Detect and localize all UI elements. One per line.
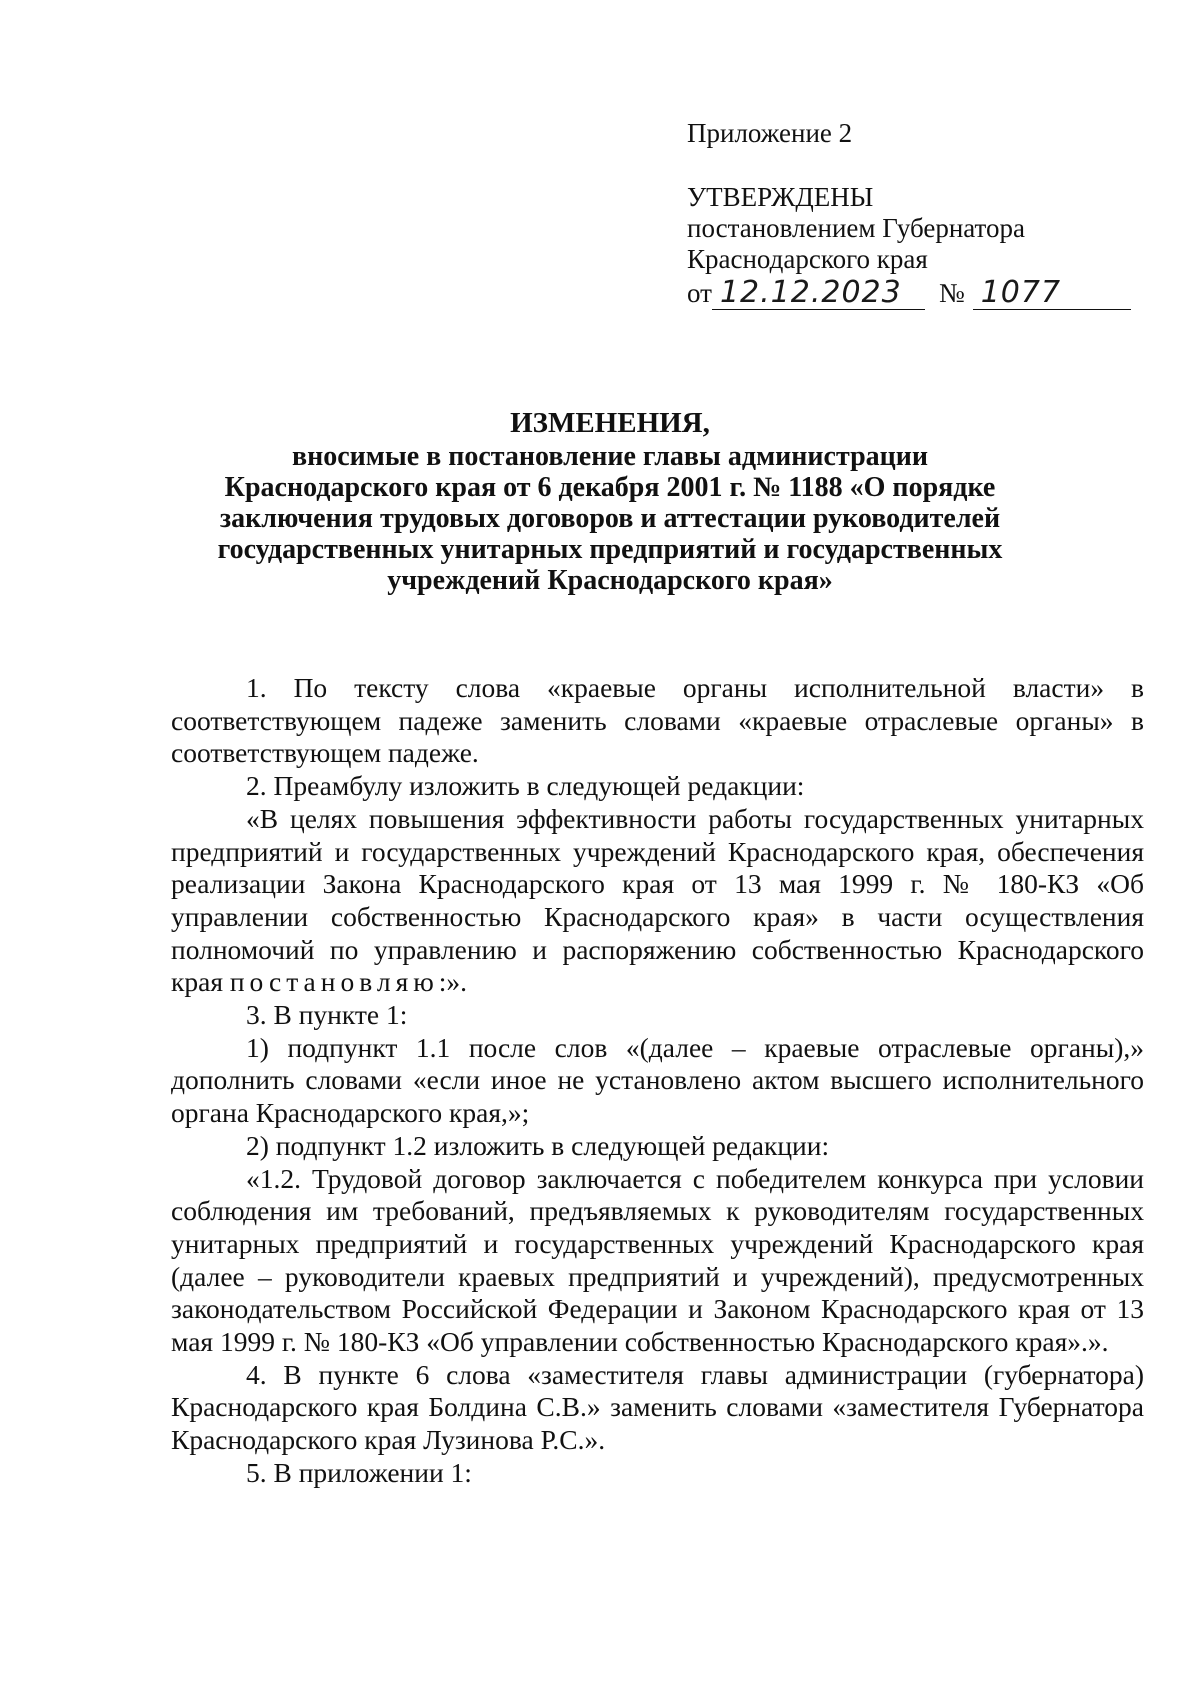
preamble-end: :». (438, 966, 468, 998)
approval-block (687, 118, 1147, 310)
paragraph-5: 5. В приложении 1: (246, 1456, 472, 1488)
approved-by-region: Краснодарского края (687, 244, 928, 274)
number-sign: № (938, 278, 965, 308)
handwritten-date: 12.12.2023 (712, 277, 925, 310)
date-prefix: от (687, 278, 712, 308)
preamble-decree-word: постановляю (229, 966, 439, 998)
paragraph-2: 2. Преамбулу изложить в следующей редакции: (246, 770, 805, 802)
approved-by-line: постановлением Губернатора (687, 213, 1025, 243)
paragraph-3-2: 2) подпункт 1.2 изложить в следующей редакции: (246, 1129, 830, 1161)
title-line-1: вносимые в постановление главы администрации (291, 441, 929, 472)
preamble-text: «В целях повышения эффективности работы государственных унитарных предприятий и государственных учреждений Краснодарского края, обеспечения реализации Закона Краснодарского края от 13 мая 1999 г. № 180-КЗ «Об управлении собственностью Краснодарского края» в части осуществления полномочий по управлению и распоряжению собственностью Краснодарского края (171, 802, 1144, 998)
title-line-3: заключения трудовых договоров и аттестации руководителей (219, 503, 1001, 534)
appendix-label: Приложение 2 (687, 118, 853, 148)
document-body (171, 672, 1144, 1490)
title-heading: ИЗМЕНЕНИЯ, (510, 407, 710, 439)
paragraph-preamble (171, 803, 1144, 999)
paragraph-4: 4. В пункте 6 слова «заместителя главы администрации (губернатора) Краснодарского края Болдина С.В.» заменить словами «заместителя Губернатора Краснодарского края Лузинова Р.С.». (171, 1358, 1144, 1456)
paragraph-3-2-text: «1.2. Трудовой договор заключается с победителем конкурса при условии соблюдения им требований, предъявляемых к руководителям государственных унитарных предприятий и государственных учреждений Краснодарского края (далее – руководители краевых предприятий и учреждений), предусмотренных законодательством Российской Федерации и Законом Краснодарского края от 13 мая 1999 г. № 180-КЗ «Об управлении собственностью Краснодарского края».». (171, 1162, 1144, 1358)
paragraph-3-1: 1) подпункт 1.1 после слов «(далее – краевые отраслевые органы),» дополнить словами «если иное не установлено актом высшего исполнительного органа Краснодарского края,»; (171, 1031, 1144, 1129)
title-line-5: учреждений Краснодарского края» (387, 565, 833, 596)
paragraph-1: 1. По тексту слова «краевые органы исполнительной власти» в соответствующем падеже заменить словами «краевые отраслевые органы» в соответствующем падеже. (171, 672, 1144, 769)
title-line-2: Краснодарского края от 6 декабря 2001 г. № 1188 «О порядке (224, 472, 996, 503)
title-line-4: государственных унитарных предприятий и государственных (217, 534, 1003, 565)
handwritten-number: 1077 (973, 277, 1131, 310)
date-number-line (687, 277, 1147, 310)
approved-label: УТВЕРЖДЕНЫ (687, 182, 874, 212)
document-title (160, 408, 1060, 596)
paragraph-3: 3. В пункте 1: (246, 999, 408, 1031)
